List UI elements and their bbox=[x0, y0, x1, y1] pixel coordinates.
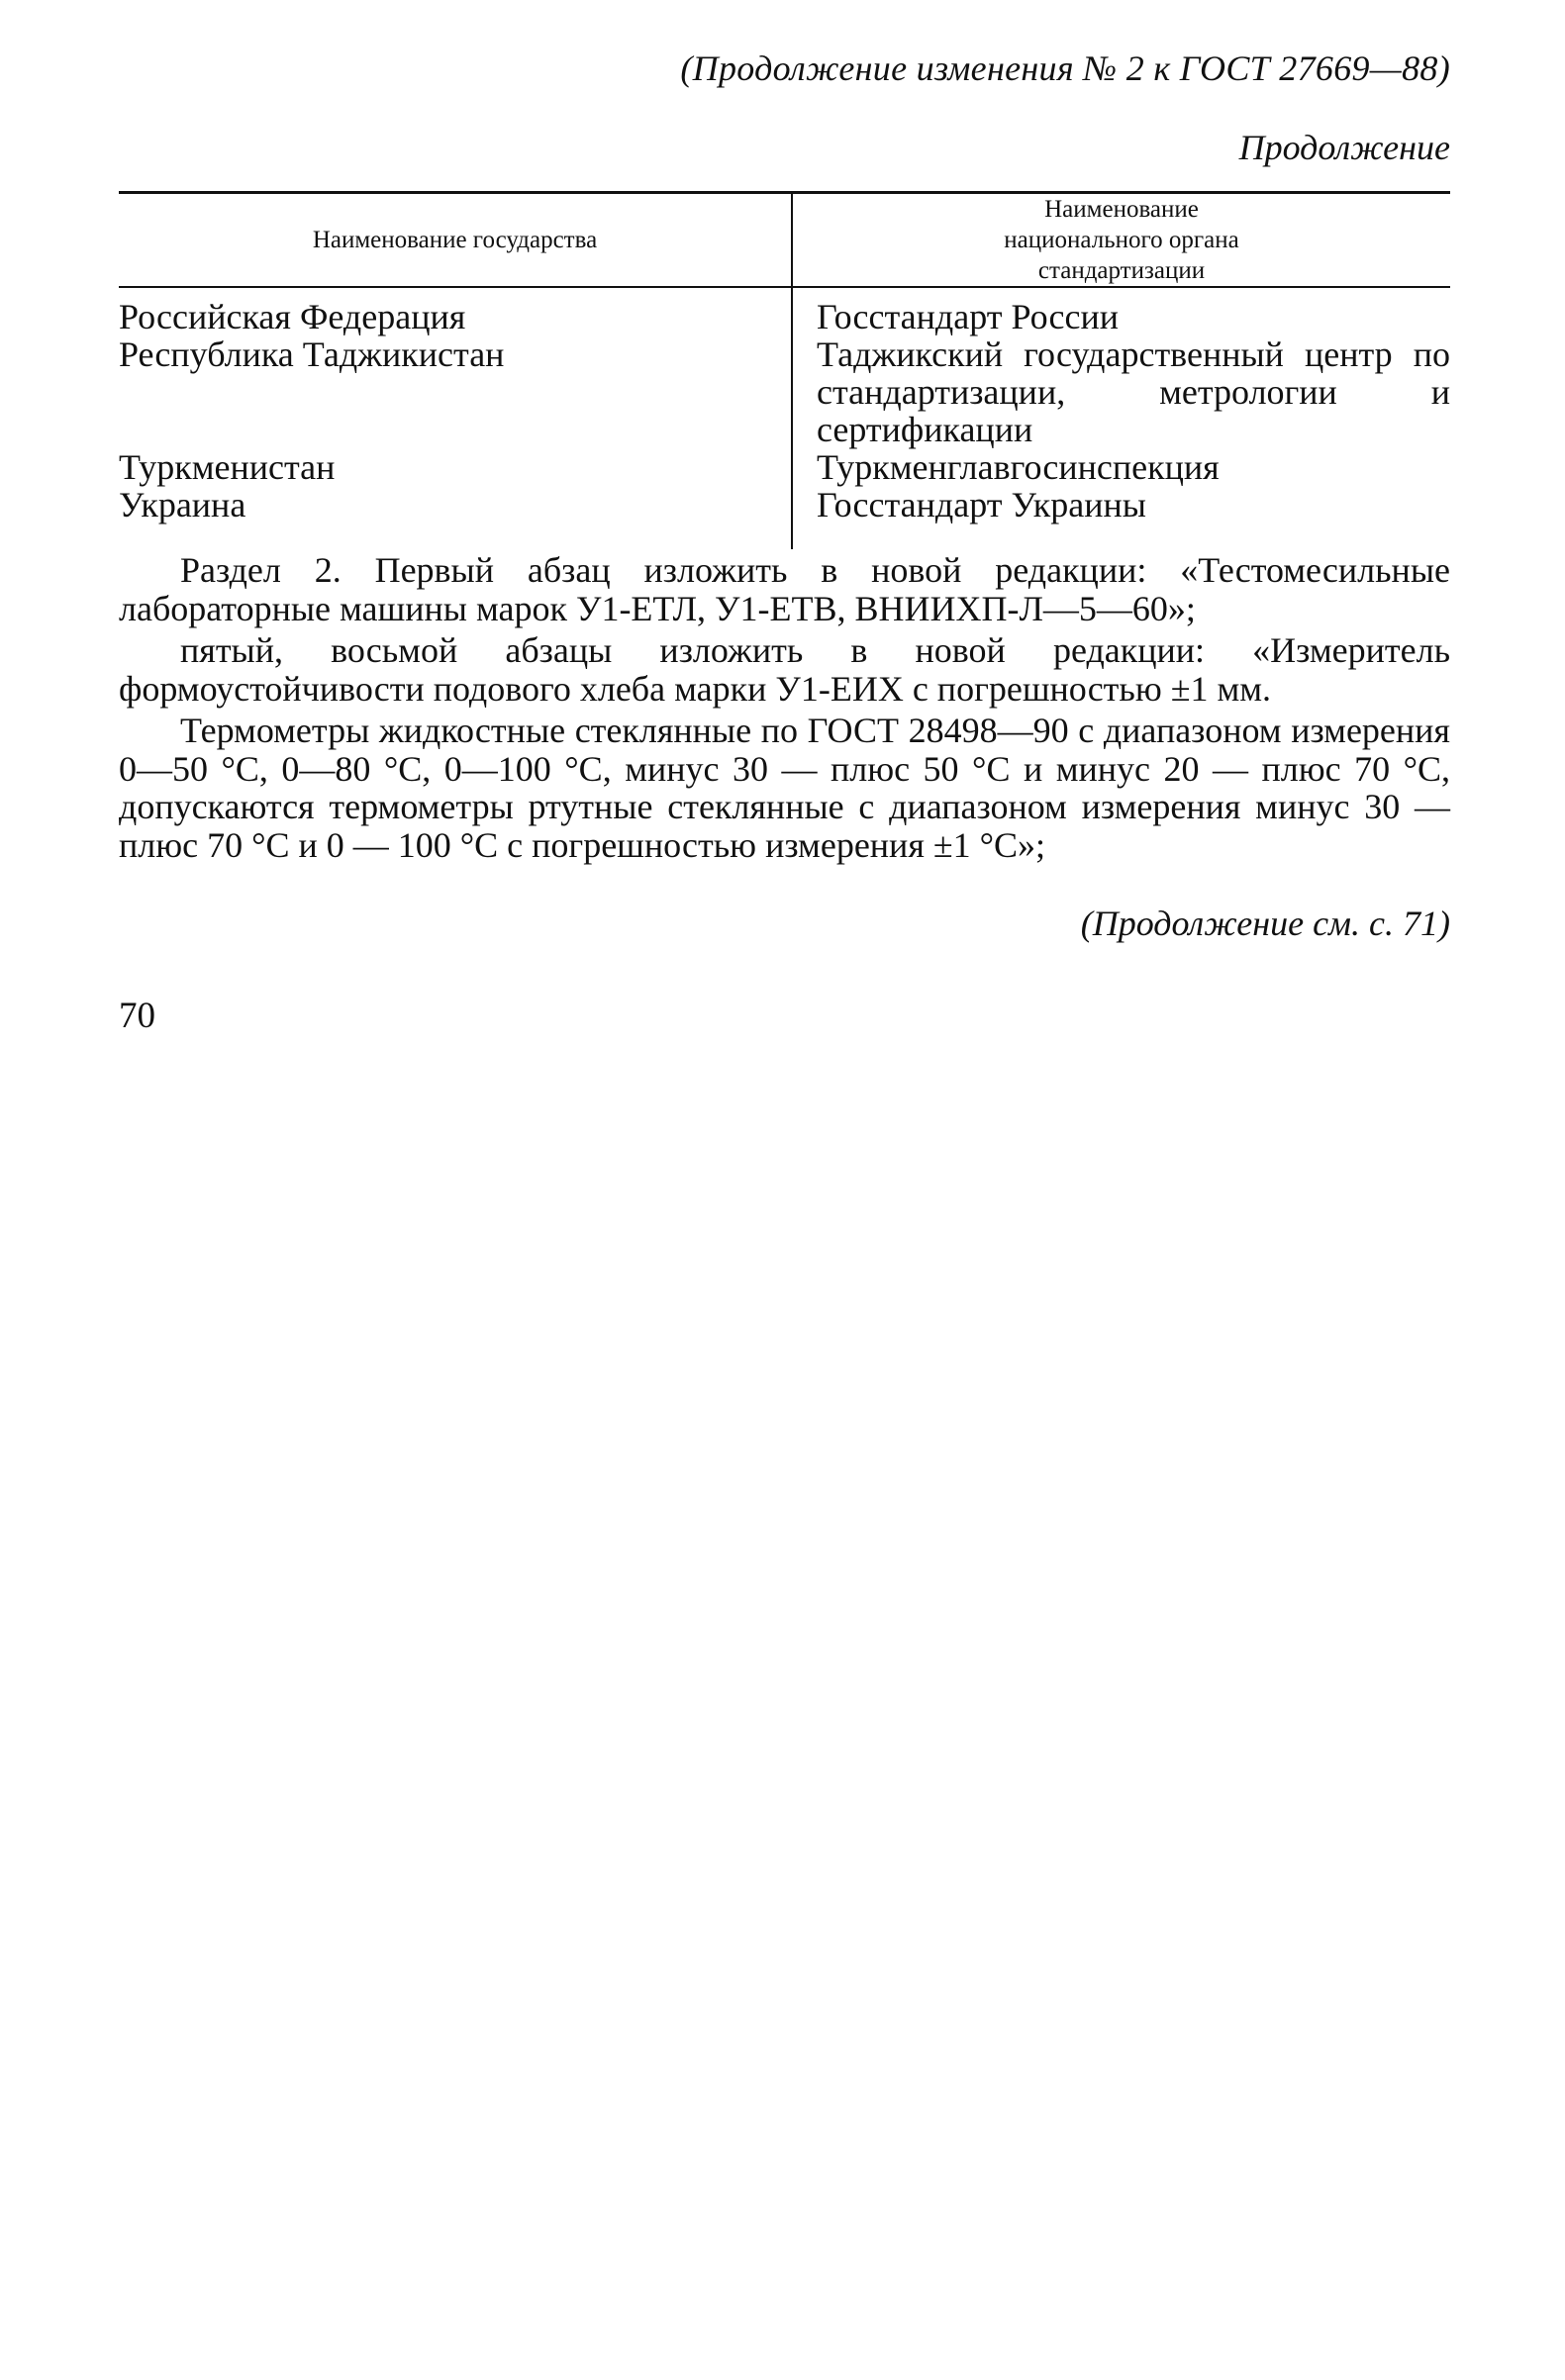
standards-body-cell: Госстандарт России bbox=[792, 287, 1450, 335]
amendment-body bbox=[119, 551, 1450, 864]
amendment-header: (Продолжение изменения № 2 к ГОСТ 27669—88) bbox=[680, 48, 1450, 88]
standards-body-cell: Туркменглавгосинспекция bbox=[792, 448, 1450, 486]
state-cell: Туркменистан bbox=[119, 447, 336, 487]
table-header-row bbox=[119, 193, 1450, 288]
column-header-standards-body bbox=[792, 193, 1450, 288]
paragraph: Раздел 2. Первый абзац изложить в новой редакции: «Тестомесильные лабораторные машины марок У1-ЕТЛ, У1-ЕТВ, ВНИИХП-Л—5—60»; bbox=[119, 550, 1450, 628]
column-header-state: Наименование государства bbox=[312, 227, 598, 253]
state-cell: Российская Федерация bbox=[119, 297, 466, 336]
state-cell: Республика Таджикистан bbox=[119, 334, 505, 374]
continuation-label: Продолжение bbox=[1238, 128, 1450, 167]
column-header-standards-body-text: Наименование национального органа стандартизации bbox=[1004, 196, 1239, 284]
paragraph: Термометры жидкостные стеклянные по ГОСТ 28498—90 с диапазоном измерения 0—50 °С, 0—80 °С, 0—100 °С, минус 30 — плюс 50 °С и минус 20 — плюс 70 °С, допускаются термометры ртутные стеклянные с диапазоном измерения минус 30 — плюс 70 °С и 0 — 100 °С с погрешностью измерения ±1 °С»; bbox=[119, 711, 1450, 865]
state-cell: Украина bbox=[119, 485, 246, 524]
standards-bodies-table bbox=[119, 191, 1450, 549]
standards-body-cell: Таджикский государственный центр по стандартизации, метрологии и сертификации bbox=[792, 335, 1450, 448]
table-row bbox=[119, 287, 1450, 335]
table-row bbox=[119, 335, 1450, 448]
continuation-reference: (Продолжение см. с. 71) bbox=[1080, 904, 1450, 943]
standards-body-cell: Госстандарт Украины bbox=[792, 486, 1450, 549]
table-row bbox=[119, 486, 1450, 549]
paragraph: пятый, восьмой абзацы изложить в новой редакции: «Измеритель формоустойчивости подового хлеба марки У1-ЕИХ с погрешностью ±1 мм. bbox=[119, 630, 1450, 709]
page-number: 70 bbox=[119, 996, 155, 1036]
table-row bbox=[119, 448, 1450, 486]
